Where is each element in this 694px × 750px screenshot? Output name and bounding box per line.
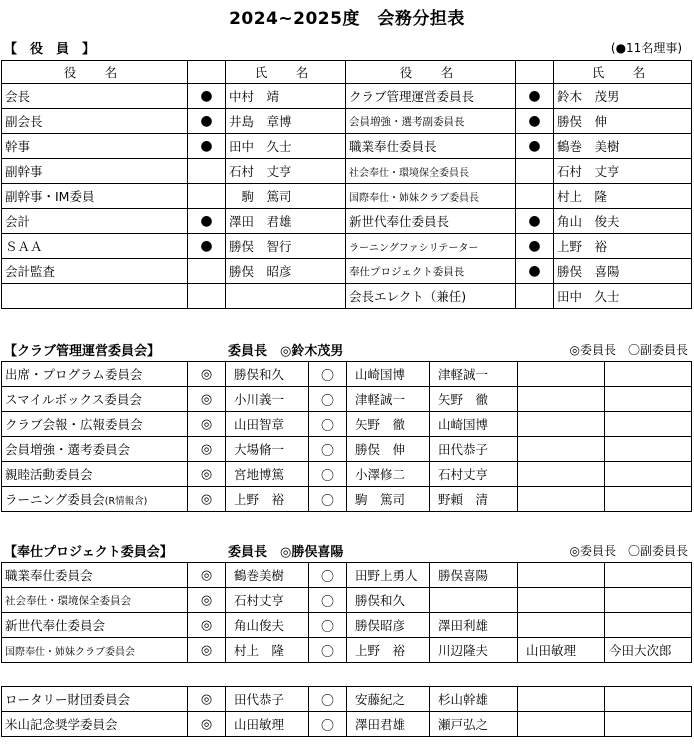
- committee-name: [2, 387, 188, 412]
- committee-name-text: クラブ会報・広報委員会: [5, 417, 143, 432]
- other-committees-table: [1, 686, 692, 737]
- committee-row: [2, 387, 692, 412]
- member-name: [605, 412, 692, 437]
- member-name: [518, 412, 605, 437]
- member-name: 山田敏理: [518, 638, 605, 663]
- director-mark: ●: [188, 84, 226, 109]
- committee-name: [2, 687, 188, 712]
- director-mark: ●: [188, 109, 226, 134]
- director-mark: ●: [516, 84, 554, 109]
- member-name: 石村丈亨: [430, 462, 518, 487]
- member-name: [430, 588, 518, 613]
- chair-name: 鶴巻美樹: [226, 563, 309, 588]
- header-blank-right: [516, 61, 554, 84]
- officer-row: [2, 209, 692, 234]
- vice-chair-mark: 〇: [309, 613, 347, 638]
- chair-mark: ◎: [188, 687, 226, 712]
- officers-section-label: 【 役 員 】: [4, 42, 96, 57]
- member-name: [605, 563, 692, 588]
- officer-role: ＳＡＡ: [2, 234, 188, 259]
- officer-row: [2, 284, 692, 309]
- committee-name: [2, 362, 188, 387]
- director-mark: ●: [516, 109, 554, 134]
- vice-chair-name: 勝俣昭彦: [347, 613, 430, 638]
- officer-row: [2, 134, 692, 159]
- header-name-right: 氏 名: [554, 61, 692, 84]
- member-name: [518, 437, 605, 462]
- member-name: [605, 362, 692, 387]
- chair-name: 小川義一: [226, 387, 309, 412]
- committee-row: [2, 563, 692, 588]
- officer-row: [2, 109, 692, 134]
- committee-row: [2, 462, 692, 487]
- director-mark: [188, 284, 226, 309]
- committee-name: [2, 588, 188, 613]
- page-title: 2024~2025度 会務分担表: [229, 9, 465, 29]
- committee-name-text: 職業奉仕委員会: [5, 568, 93, 583]
- officer-name: 駒 篤司: [226, 184, 346, 209]
- officer-name: 勝俣 昭彦: [226, 259, 346, 284]
- club-admin-chair: 委員長 ◎鈴木茂男: [228, 344, 344, 359]
- header-blank-left: [188, 61, 226, 84]
- director-mark: [188, 259, 226, 284]
- officer-row: [2, 184, 692, 209]
- chair-name: 勝俣和久: [226, 362, 309, 387]
- member-name: 澤田利雄: [430, 613, 518, 638]
- committee-name-text: スマイルボックス委員会: [5, 392, 142, 407]
- chair-mark: ◎: [188, 362, 226, 387]
- member-name: 勝俣喜陽: [430, 563, 518, 588]
- committee-name-text: 米山記念奨学委員会: [5, 717, 118, 732]
- chair-name: 石村丈亨: [226, 588, 309, 613]
- officer-role: ラーニングファシリテーター: [346, 234, 516, 259]
- vice-chair-mark: 〇: [309, 712, 347, 737]
- chair-name: 大場脩一: [226, 437, 309, 462]
- committee-name: [2, 462, 188, 487]
- director-mark: [188, 159, 226, 184]
- officer-role: 副会長: [2, 109, 188, 134]
- officer-role: 社会奉仕・環境保全委員長: [346, 159, 516, 184]
- member-name: [518, 712, 605, 737]
- vice-chair-mark: 〇: [309, 462, 347, 487]
- chair-mark: ◎: [188, 712, 226, 737]
- committee-name-suffix: (R情報含): [104, 496, 148, 507]
- vice-chair-name: 駒 篤司: [347, 487, 430, 512]
- member-name: 川辺隆夫: [430, 638, 518, 663]
- club-admin-table: [1, 361, 692, 512]
- member-name: [605, 487, 692, 512]
- officer-row: [2, 84, 692, 109]
- member-name: [605, 687, 692, 712]
- committee-name-text: ラーニング委員会: [5, 492, 105, 507]
- club-admin-section-label: 【クラブ管理運営委員会】: [4, 344, 161, 359]
- member-name: [605, 462, 692, 487]
- committee-name-text: 新世代奉仕委員会: [5, 618, 106, 633]
- service-section-label: 【奉仕プロジェクト委員会】: [4, 545, 173, 560]
- committee-row: [2, 613, 692, 638]
- officer-name: 鶴巻 美樹: [554, 134, 692, 159]
- chair-mark: ◎: [188, 588, 226, 613]
- member-name: 山崎国博: [430, 412, 518, 437]
- vice-chair-name: 澤田君雄: [347, 712, 430, 737]
- committee-row: [2, 487, 692, 512]
- vice-chair-mark: 〇: [309, 687, 347, 712]
- chair-mark: ◎: [188, 487, 226, 512]
- chair-mark: ◎: [188, 563, 226, 588]
- vice-chair-name: 津軽誠一: [347, 387, 430, 412]
- officer-role: 会員増強・選考副委員長: [346, 109, 516, 134]
- officer-role: 会長: [2, 84, 188, 109]
- member-name: [518, 462, 605, 487]
- member-name: [518, 487, 605, 512]
- vice-chair-mark: 〇: [309, 362, 347, 387]
- member-name: [605, 613, 692, 638]
- committee-name-text: ロータリー財団委員会: [5, 692, 131, 707]
- vice-chair-mark: 〇: [309, 387, 347, 412]
- committee-row: [2, 588, 692, 613]
- header-role-right: 役 名: [346, 61, 516, 84]
- committee-name-text: 会員増強・選考委員会: [5, 442, 131, 457]
- club-admin-legend: ◎委員長 〇副委員長: [569, 343, 688, 357]
- chair-name: 角山俊夫: [226, 613, 309, 638]
- chair-name: 山田智章: [226, 412, 309, 437]
- officer-name: 村上 隆: [554, 184, 692, 209]
- officer-role: 幹事: [2, 134, 188, 159]
- committee-row: [2, 638, 692, 663]
- service-chair: 委員長 ◎勝俣喜陽: [228, 545, 344, 560]
- director-mark: ●: [188, 234, 226, 259]
- vice-chair-name: 小澤修二: [347, 462, 430, 487]
- vice-chair-name: 安藤紀之: [347, 687, 430, 712]
- chair-mark: ◎: [188, 412, 226, 437]
- committee-name: [2, 563, 188, 588]
- director-mark: [188, 184, 226, 209]
- director-mark: ●: [188, 134, 226, 159]
- chair-name: 宮地博篤: [226, 462, 309, 487]
- officer-role: 新世代奉仕委員長: [346, 209, 516, 234]
- officer-role: 国際奉仕・姉妹クラブ委員長: [346, 184, 516, 209]
- director-mark: [516, 284, 554, 309]
- director-mark: ●: [516, 209, 554, 234]
- officer-role: 副幹事: [2, 159, 188, 184]
- officer-row: [2, 259, 692, 284]
- officer-name: 鈴木 茂男: [554, 84, 692, 109]
- member-name: [605, 588, 692, 613]
- member-name: [518, 588, 605, 613]
- header-role-left: 役 名: [2, 61, 188, 84]
- committee-row: [2, 437, 692, 462]
- director-mark: ●: [516, 259, 554, 284]
- member-name: 杉山幹雄: [430, 687, 518, 712]
- committee-row: [2, 412, 692, 437]
- officers-note: (●11名理事): [610, 41, 682, 55]
- committee-row: [2, 712, 692, 737]
- officer-name: 田中 久士: [226, 134, 346, 159]
- member-name: 瀬戸弘之: [430, 712, 518, 737]
- member-name: [605, 437, 692, 462]
- chair-name: 山田敏理: [226, 712, 309, 737]
- vice-chair-mark: 〇: [309, 412, 347, 437]
- committee-name-text: 親睦活動委員会: [5, 467, 93, 482]
- committee-name: [2, 487, 188, 512]
- officer-name: 中村 靖: [226, 84, 346, 109]
- officer-name: 井島 章博: [226, 109, 346, 134]
- officer-role: 奉仕プロジェクト委員長: [346, 259, 516, 284]
- member-name: 野頼 清: [430, 487, 518, 512]
- director-mark: [516, 184, 554, 209]
- officer-name: 勝俣 智行: [226, 234, 346, 259]
- officer-name: 勝俣 伸: [554, 109, 692, 134]
- officer-name: 角山 俊夫: [554, 209, 692, 234]
- service-legend: ◎委員長 〇副委員長: [569, 544, 688, 558]
- committee-name: [2, 712, 188, 737]
- officer-role: クラブ管理運営委員長: [346, 84, 516, 109]
- officer-row: [2, 234, 692, 259]
- chair-mark: ◎: [188, 638, 226, 663]
- member-name: 田代恭子: [430, 437, 518, 462]
- officer-name: 上野 裕: [554, 234, 692, 259]
- committee-name: [2, 437, 188, 462]
- officer-name: 石村 丈亨: [226, 159, 346, 184]
- member-name: 津軽誠一: [430, 362, 518, 387]
- vice-chair-mark: 〇: [309, 563, 347, 588]
- officer-name: 田中 久士: [554, 284, 692, 309]
- officer-role: 職業奉仕委員長: [346, 134, 516, 159]
- vice-chair-mark: 〇: [309, 638, 347, 663]
- officers-table: [1, 60, 692, 309]
- chair-mark: ◎: [188, 462, 226, 487]
- chair-name: 村上 隆: [226, 638, 309, 663]
- officers-header-row: [2, 61, 692, 84]
- officer-name: [226, 284, 346, 309]
- chair-mark: ◎: [188, 387, 226, 412]
- officer-role: 会長エレクト（兼任): [346, 284, 516, 309]
- header-name-left: 氏 名: [226, 61, 346, 84]
- member-name: [605, 387, 692, 412]
- committee-name-text: 出席・プログラム委員会: [5, 367, 143, 382]
- vice-chair-name: 上野 裕: [347, 638, 430, 663]
- director-mark: ●: [516, 234, 554, 259]
- officer-role: [2, 284, 188, 309]
- member-name: [518, 613, 605, 638]
- member-name: [518, 687, 605, 712]
- committee-row: [2, 362, 692, 387]
- committee-name: [2, 613, 188, 638]
- vice-chair-name: 矢野 徹: [347, 412, 430, 437]
- chair-mark: ◎: [188, 437, 226, 462]
- service-table: [1, 562, 692, 663]
- vice-chair-mark: 〇: [309, 487, 347, 512]
- officer-row: [2, 159, 692, 184]
- member-name: [518, 387, 605, 412]
- member-name: [518, 362, 605, 387]
- officer-role: 副幹事・IM委員: [2, 184, 188, 209]
- member-name: [605, 712, 692, 737]
- officer-role: 会計: [2, 209, 188, 234]
- director-mark: [516, 159, 554, 184]
- vice-chair-name: 田野上勇人: [347, 563, 430, 588]
- vice-chair-name: 山崎国博: [347, 362, 430, 387]
- committee-name: [2, 638, 188, 663]
- chair-name: 上野 裕: [226, 487, 309, 512]
- member-name: 矢野 徹: [430, 387, 518, 412]
- committee-name: [2, 412, 188, 437]
- chair-name: 田代恭子: [226, 687, 309, 712]
- officer-name: 澤田 君雄: [226, 209, 346, 234]
- vice-chair-name: 勝俣和久: [347, 588, 430, 613]
- committee-name-text: 国際奉仕・姉妹クラブ委員会: [5, 646, 135, 658]
- chair-mark: ◎: [188, 613, 226, 638]
- member-name: [518, 563, 605, 588]
- vice-chair-name: 勝俣 伸: [347, 437, 430, 462]
- officer-role: 会計監査: [2, 259, 188, 284]
- committee-name-text: 社会奉仕・環境保全委員会: [5, 594, 131, 607]
- vice-chair-mark: 〇: [309, 437, 347, 462]
- officer-name: 勝俣 喜陽: [554, 259, 692, 284]
- committee-row: [2, 687, 692, 712]
- member-name: 今田大次郎: [605, 638, 692, 663]
- director-mark: ●: [516, 134, 554, 159]
- officer-name: 石村 丈亨: [554, 159, 692, 184]
- director-mark: ●: [188, 209, 226, 234]
- vice-chair-mark: 〇: [309, 588, 347, 613]
